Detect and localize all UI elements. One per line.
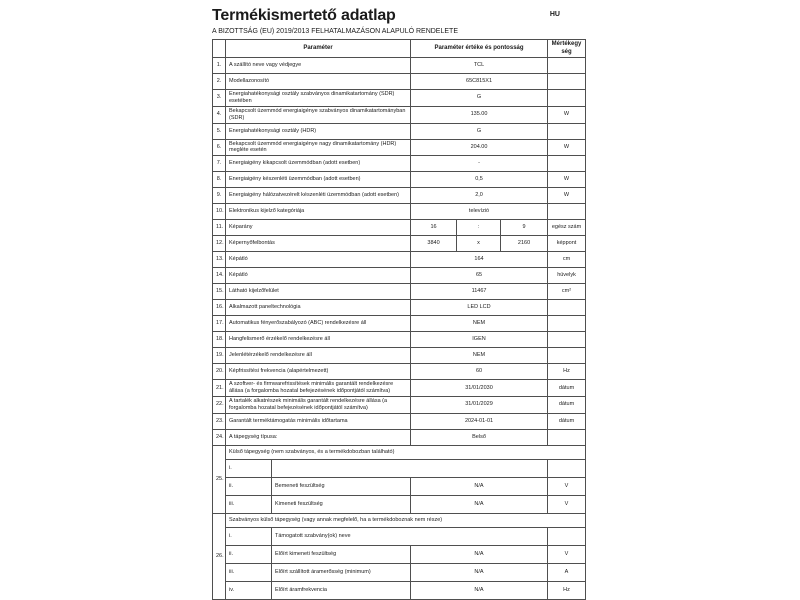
parameter-cell: Energiaigény hálózatvezérelt készenléti üzemmódban (adott esetben) (226, 188, 411, 204)
value-cell: TCL (411, 58, 548, 74)
table-row (213, 397, 586, 414)
value-cell: LED LCD (411, 300, 548, 316)
unit-cell: egész szám (548, 220, 586, 236)
value-subcell: 2160 (501, 236, 548, 252)
section-title-cell: Külső tápegység (nem szabványos, és a termékdobozban található) (226, 445, 586, 459)
unit-cell: dátum (548, 380, 586, 397)
value-cell: televízió (411, 204, 548, 220)
value-cell: N/A (411, 477, 548, 495)
value-cell: 11467 (411, 284, 548, 300)
unit-cell (548, 332, 586, 348)
unit-cell (548, 316, 586, 332)
table-row (213, 236, 586, 252)
parameter-cell: Képarány (226, 220, 411, 236)
row-number-cell: 16. (213, 300, 226, 316)
unit-cell (548, 90, 586, 107)
section-title-cell: Szabványos külső tápegység (vagy annak megfelelő, ha a termékdoboznak nem része) (226, 513, 586, 527)
value-cell: N/A (411, 563, 548, 581)
row-number-cell: 13. (213, 252, 226, 268)
sub-row (213, 459, 586, 477)
parameter-cell: Képátló (226, 268, 411, 284)
row-number-cell: 12. (213, 236, 226, 252)
product-datasheet-table (212, 39, 586, 600)
parameter-cell: Energiaigény készenléti üzemmódban (adott esetben) (226, 172, 411, 188)
table-row (213, 188, 586, 204)
value-cell: 164 (411, 252, 548, 268)
table-row (213, 220, 586, 236)
unit-cell: képpont (548, 236, 586, 252)
value-cell: IGEN (411, 332, 548, 348)
sub-letter-cell: i. (226, 459, 272, 477)
value-cell: N/A (411, 545, 548, 563)
parameter-cell: Elektronikus kijelző kategóriája (226, 204, 411, 220)
sub-letter-cell: iii. (226, 563, 272, 581)
value-cell: G (411, 90, 548, 107)
value-cell: 2,0 (411, 188, 548, 204)
unit-cell: W (548, 106, 586, 123)
row-number-cell: 1. (213, 58, 226, 74)
unit-cell (548, 459, 586, 477)
parameter-cell: Képátló (226, 252, 411, 268)
table-header-row (213, 40, 586, 58)
unit-cell: W (548, 172, 586, 188)
row-number-cell: 19. (213, 348, 226, 364)
row-number-cell: 23. (213, 413, 226, 429)
sub-letter-cell: iii. (226, 495, 272, 513)
value-cell: 65C815X1 (411, 74, 548, 90)
table-row (213, 268, 586, 284)
parameter-cell: Bekapcsolt üzemmód energiaigénye nagy dinamikatartomány (HDR) megléte esetén (226, 139, 411, 156)
header-parameter: Paraméter (226, 40, 411, 58)
table-row (213, 156, 586, 172)
parameter-cell: A szállító neve vagy védjegye (226, 58, 411, 74)
parameter-cell: Hangfelismerő érzékelő rendelkezésre áll (226, 332, 411, 348)
sub-letter-cell: ii. (226, 477, 272, 495)
value-cell: 65 (411, 268, 548, 284)
unit-cell: dátum (548, 397, 586, 414)
table-row (213, 90, 586, 107)
sub-row (213, 495, 586, 513)
row-number-cell: 9. (213, 188, 226, 204)
table-row (213, 332, 586, 348)
sub-letter-cell: ii. (226, 545, 272, 563)
value-cell: 204.00 (411, 139, 548, 156)
language-code: HU (549, 11, 560, 18)
header-number-cell (213, 40, 226, 58)
table-row (213, 123, 586, 139)
unit-cell: V (548, 495, 586, 513)
parameter-cell: Modellazonosító (226, 74, 411, 90)
value-subcell: : (457, 220, 501, 236)
row-number-cell: 15. (213, 284, 226, 300)
parameter-cell: Energiahatékonysági osztály szabványos dinamikatartomány (SDR) esetében (226, 90, 411, 107)
row-number-cell: 11. (213, 220, 226, 236)
header-unit: Mértékegység (548, 40, 586, 58)
parameter-cell: Előírt szállított áramerősség (minimum) (272, 563, 411, 581)
table-row (213, 413, 586, 429)
value-cell: 135.00 (411, 106, 548, 123)
value-cell: G (411, 123, 548, 139)
header-value: Paraméter értéke és pontosság (411, 40, 548, 58)
value-cell: NEM (411, 316, 548, 332)
parameter-cell: A tápegység típusa: (226, 429, 411, 445)
row-number-cell: 4. (213, 106, 226, 123)
unit-cell: hüvelyk (548, 268, 586, 284)
row-number-cell: 25. (213, 445, 226, 513)
table-row (213, 316, 586, 332)
value-subcell: 9 (501, 220, 548, 236)
unit-cell (548, 527, 586, 545)
unit-cell: dátum (548, 413, 586, 429)
parameter-cell: Képfrissítési frekvencia (alapértelmezett) (226, 364, 411, 380)
table-row (213, 300, 586, 316)
value-cell: 31/01/2030 (411, 380, 548, 397)
row-number-cell: 14. (213, 268, 226, 284)
table-row (213, 284, 586, 300)
row-number-cell: 20. (213, 364, 226, 380)
parameter-cell: A tartalék alkatrészek minimális garantált rendelkezésre állása (a forgalomba hozatal befejezésének időpontjától számítva) (226, 397, 411, 414)
table-row (213, 74, 586, 90)
sub-letter-cell: i. (226, 527, 272, 545)
value-cell: - (411, 156, 548, 172)
value-cell: 31/01/2029 (411, 397, 548, 414)
parameter-cell: Látható kijelzőfelület (226, 284, 411, 300)
parameter-cell: Automatikus fényerőszabályozó (ABC) rendelkezésre áll (226, 316, 411, 332)
parameter-cell: Kimeneti feszültség (272, 495, 411, 513)
value-cell: Belső (411, 429, 548, 445)
value-cell: 60 (411, 364, 548, 380)
unit-cell (548, 204, 586, 220)
row-number-cell: 24. (213, 429, 226, 445)
row-number-cell: 10. (213, 204, 226, 220)
unit-cell (548, 58, 586, 74)
table-body (213, 58, 586, 600)
sub-row (213, 527, 586, 545)
unit-cell (548, 348, 586, 364)
table-row (213, 380, 586, 397)
unit-cell (548, 74, 586, 90)
row-number-cell: 5. (213, 123, 226, 139)
table-row (213, 139, 586, 156)
sub-row (213, 477, 586, 495)
page-title: Termékismertető adatlap (212, 7, 396, 24)
unit-cell (548, 300, 586, 316)
table-row (213, 204, 586, 220)
parameter-cell (272, 459, 548, 477)
parameter-cell: Előírt áramfrekvencia (272, 581, 411, 599)
parameter-cell: Energiaigény kikapcsolt üzemmódban (adott esetben) (226, 156, 411, 172)
row-number-cell: 22. (213, 397, 226, 414)
parameter-cell: Előírt kimeneti feszültség (272, 545, 411, 563)
unit-cell: Hz (548, 364, 586, 380)
parameter-cell: Energiahatékonysági osztály (HDR) (226, 123, 411, 139)
datasheet-page (212, 0, 586, 600)
unit-cell: V (548, 545, 586, 563)
table-row (213, 252, 586, 268)
table-row (213, 172, 586, 188)
table-row (213, 429, 586, 445)
unit-cell (548, 429, 586, 445)
section-row (213, 445, 586, 459)
table-row (213, 364, 586, 380)
value-subcell: x (457, 236, 501, 252)
unit-cell: Hz (548, 581, 586, 599)
row-number-cell: 21. (213, 380, 226, 397)
unit-cell: cm (548, 252, 586, 268)
value-cell: N/A (411, 581, 548, 599)
unit-cell (548, 123, 586, 139)
unit-cell: V (548, 477, 586, 495)
value-subcell: 3840 (411, 236, 457, 252)
value-subcell: 16 (411, 220, 457, 236)
unit-cell: cm² (548, 284, 586, 300)
unit-cell: A (548, 563, 586, 581)
table-row (213, 348, 586, 364)
section-row (213, 513, 586, 527)
row-number-cell: 6. (213, 139, 226, 156)
sub-row (213, 581, 586, 599)
parameter-cell: Támogatott szabvány(ok) neve (272, 527, 548, 545)
parameter-cell: Bekapcsolt üzemmód energiaigénye szabványos dinamikatartományban (SDR) (226, 106, 411, 123)
value-cell: 0,5 (411, 172, 548, 188)
sub-letter-cell: iv. (226, 581, 272, 599)
parameter-cell: Képernyőfelbontás (226, 236, 411, 252)
unit-cell: W (548, 188, 586, 204)
table-row (213, 106, 586, 123)
row-number-cell: 26. (213, 513, 226, 599)
unit-cell: W (548, 139, 586, 156)
title-row (212, 0, 586, 25)
row-number-cell: 2. (213, 74, 226, 90)
parameter-cell: Bemeneti feszültség (272, 477, 411, 495)
sub-row (213, 563, 586, 581)
sub-row (213, 545, 586, 563)
unit-cell (548, 156, 586, 172)
parameter-cell: Jelenlétérzékelő rendelkezésre áll (226, 348, 411, 364)
value-cell: NEM (411, 348, 548, 364)
row-number-cell: 17. (213, 316, 226, 332)
row-number-cell: 8. (213, 172, 226, 188)
value-cell: N/A (411, 495, 548, 513)
parameter-cell: A szoftver- és firmwarefrissítések minimális garantált rendelkezésre állása (a forgalomba hozatal befejezésének időpontjától számítva) (226, 380, 411, 397)
row-number-cell: 18. (213, 332, 226, 348)
row-number-cell: 3. (213, 90, 226, 107)
regulation-subtitle: A BIZOTTSÁG (EU) 2019/2013 FELHATALMAZÁSON ALAPULÓ RENDELETE (212, 28, 458, 35)
row-number-cell: 7. (213, 156, 226, 172)
parameter-cell: Garantált terméktámogatás minimális időtartama (226, 413, 411, 429)
table-row (213, 58, 586, 74)
value-cell: 2024-01-01 (411, 413, 548, 429)
parameter-cell: Alkalmazott paneltechnológia (226, 300, 411, 316)
